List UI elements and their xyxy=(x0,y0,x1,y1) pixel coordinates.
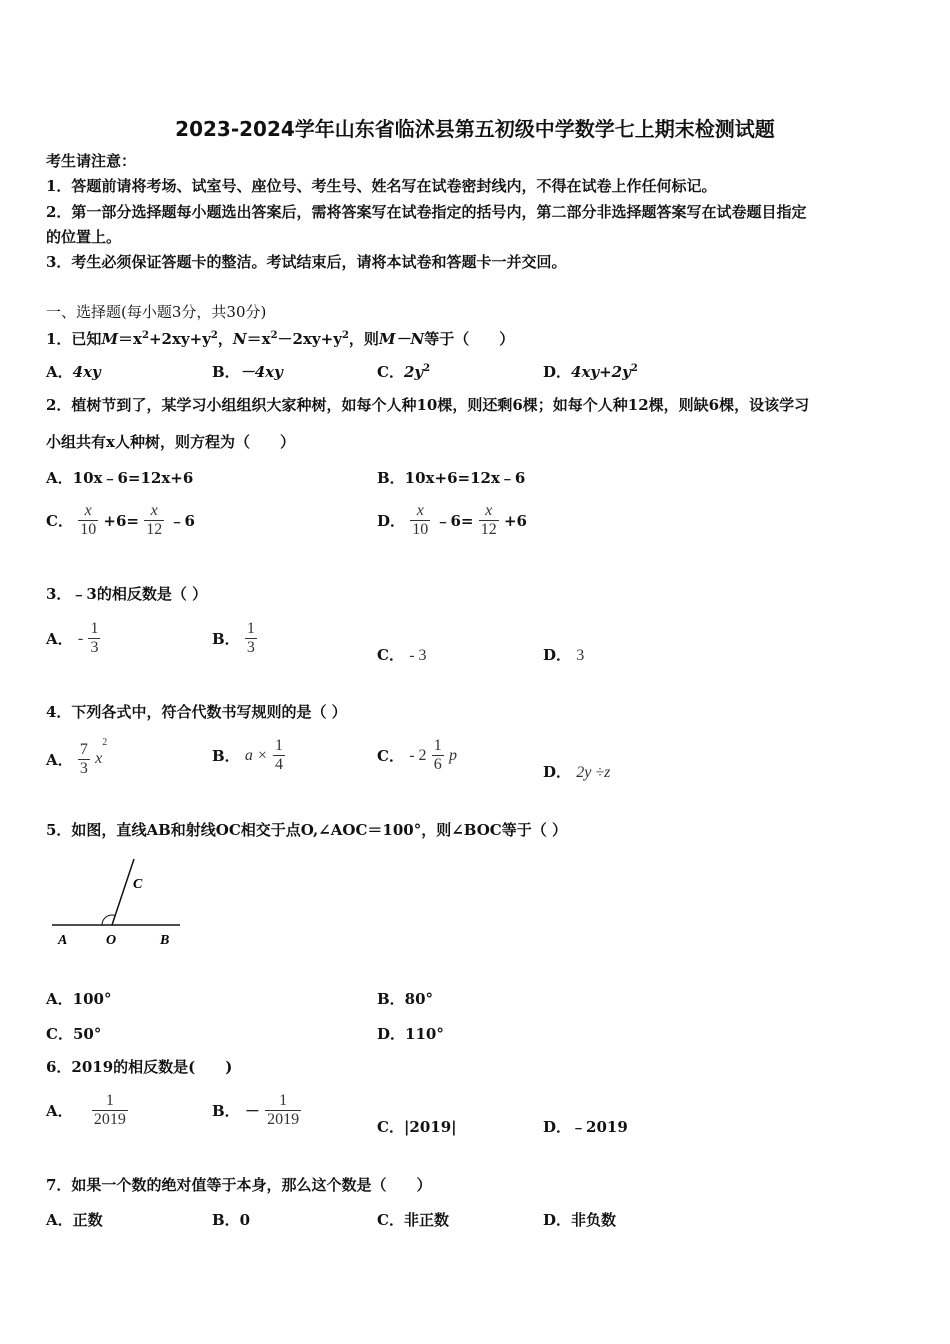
q6-option-c[interactable]: C．|2019| xyxy=(377,1118,457,1136)
q7-option-b[interactable]: B．0 xyxy=(212,1211,251,1229)
q7-option-c[interactable]: C．非正数 xyxy=(377,1211,449,1229)
question-4-stem: 4．下列各式中，符合代数书写规则的是（ ） xyxy=(46,703,347,721)
q5-option-b[interactable]: B．80° xyxy=(377,990,434,1008)
ray-oc xyxy=(112,859,134,925)
notice-line-2b: 的位置上。 xyxy=(46,228,122,246)
q2-option-b[interactable]: B．10x+6=12x﹣6 xyxy=(377,469,526,487)
label-a: A xyxy=(58,933,68,948)
question-1-stem: 1．已知$M=x^2+2xy+y^2$，$N=x^2-2xy+y^2$，则M－N等于（ ） xyxy=(46,330,515,348)
q2-option-a[interactable]: A．10x﹣6=12x+6 xyxy=(46,469,194,487)
q2-option-c[interactable]: C． $\frac{x}{10}$ +6= $\frac{x}{12}$ ﹣6 xyxy=(46,502,195,538)
q5-option-c[interactable]: C．50° xyxy=(46,1025,102,1043)
notice-line-2a: 2．第一部分选择题每小题选出答案后，需将答案写在试卷指定的括号内，第二部分非选择题答案写在试卷题目指定 xyxy=(46,203,807,221)
notice-line-3: 3．考生必须保证答题卡的整洁。考试结束后，请将本试卷和答题卡一并交回。 xyxy=(46,253,567,271)
q6-option-d[interactable]: D．﹣2019 xyxy=(543,1118,628,1136)
question-2-stem-2: 小组共有x人种树，则方程为（ ） xyxy=(46,433,295,451)
fraction-x-over-12: $\frac{x}{12}$ xyxy=(146,502,163,538)
question-7-stem: 7．如果一个数的绝对值等于本身，那么这个数是（ ） xyxy=(46,1176,432,1194)
q1-option-a[interactable]: A．4xy xyxy=(46,363,101,381)
question-5-stem: 5．如图，直线AB和射线OC相交于点O,∠AOC＝100°，则∠BOC等于（ ） xyxy=(46,821,567,839)
question-2-stem-1: 2．植树节到了，某学习小组组织大家种树，如每个人种10棵，则还剩6棵；如每个人种12棵，则缺6棵，设该学习 xyxy=(46,396,810,414)
label-o: O xyxy=(106,933,117,948)
question-3-stem: 3．﹣3的相反数是（ ） xyxy=(46,585,208,603)
q4-option-a[interactable]: A． $\frac{7}{3}$ $x^2$ xyxy=(46,737,108,777)
q3-option-c[interactable]: C． - 3 xyxy=(377,646,427,664)
q7-option-a[interactable]: A．正数 xyxy=(46,1211,103,1229)
label-b: B xyxy=(160,933,170,948)
q2-option-d[interactable]: D． $\frac{x}{10}$ ﹣6= $\frac{x}{12}$ +6 xyxy=(377,502,527,538)
fraction-x-over-10: $\frac{x}{10}$ xyxy=(80,502,97,538)
q6-option-b[interactable]: B． － $\frac{1}{2019}$ xyxy=(212,1092,300,1128)
q3-option-b[interactable]: B． $\frac{1}{3}$ xyxy=(212,620,255,656)
q4-option-b[interactable]: B． a × $\frac{1}{4}$ xyxy=(212,737,283,773)
notice-heading: 考生请注意： xyxy=(46,152,137,170)
fraction-x-over-12: $\frac{x}{12}$ xyxy=(480,502,497,538)
q1-option-c[interactable]: C．$2y^2$ xyxy=(377,363,431,381)
q3-option-d[interactable]: D． 3 xyxy=(543,646,585,664)
fraction-x-over-10: $\frac{x}{10}$ xyxy=(412,502,429,538)
label-c: C xyxy=(133,877,143,892)
notice-line-1: 1．答题前请将考场、试室号、座位号、考生号、姓名写在试卷密封线内，不得在试卷上作任何标记。 xyxy=(46,177,717,195)
angle-figure xyxy=(48,855,188,955)
q4-option-d[interactable]: D． 2y ÷z xyxy=(543,763,611,781)
q1-option-b[interactable]: B．－4xy xyxy=(212,363,283,381)
q3-option-a[interactable]: A． - $\frac{1}{3}$ xyxy=(46,620,99,656)
section-heading: 一、选择题(每小题3分，共30分) xyxy=(46,303,267,321)
q4-option-c[interactable]: C． - 2 $\frac{1}{6}$ p xyxy=(377,737,457,773)
q1-option-d[interactable]: D．$4xy+2y^2$ xyxy=(543,363,638,381)
q6-option-a[interactable]: A． $\frac{1}{2019}$ xyxy=(46,1092,126,1128)
q7-option-d[interactable]: D．非负数 xyxy=(543,1211,617,1229)
q5-option-d[interactable]: D．110° xyxy=(377,1025,444,1043)
question-6-stem: 6．2019的相反数是( ) xyxy=(46,1058,233,1076)
page-title: 2023-2024学年山东省临沭县第五初级中学数学七上期末检测试题 xyxy=(175,117,775,141)
q5-option-a[interactable]: A．100° xyxy=(46,990,112,1008)
